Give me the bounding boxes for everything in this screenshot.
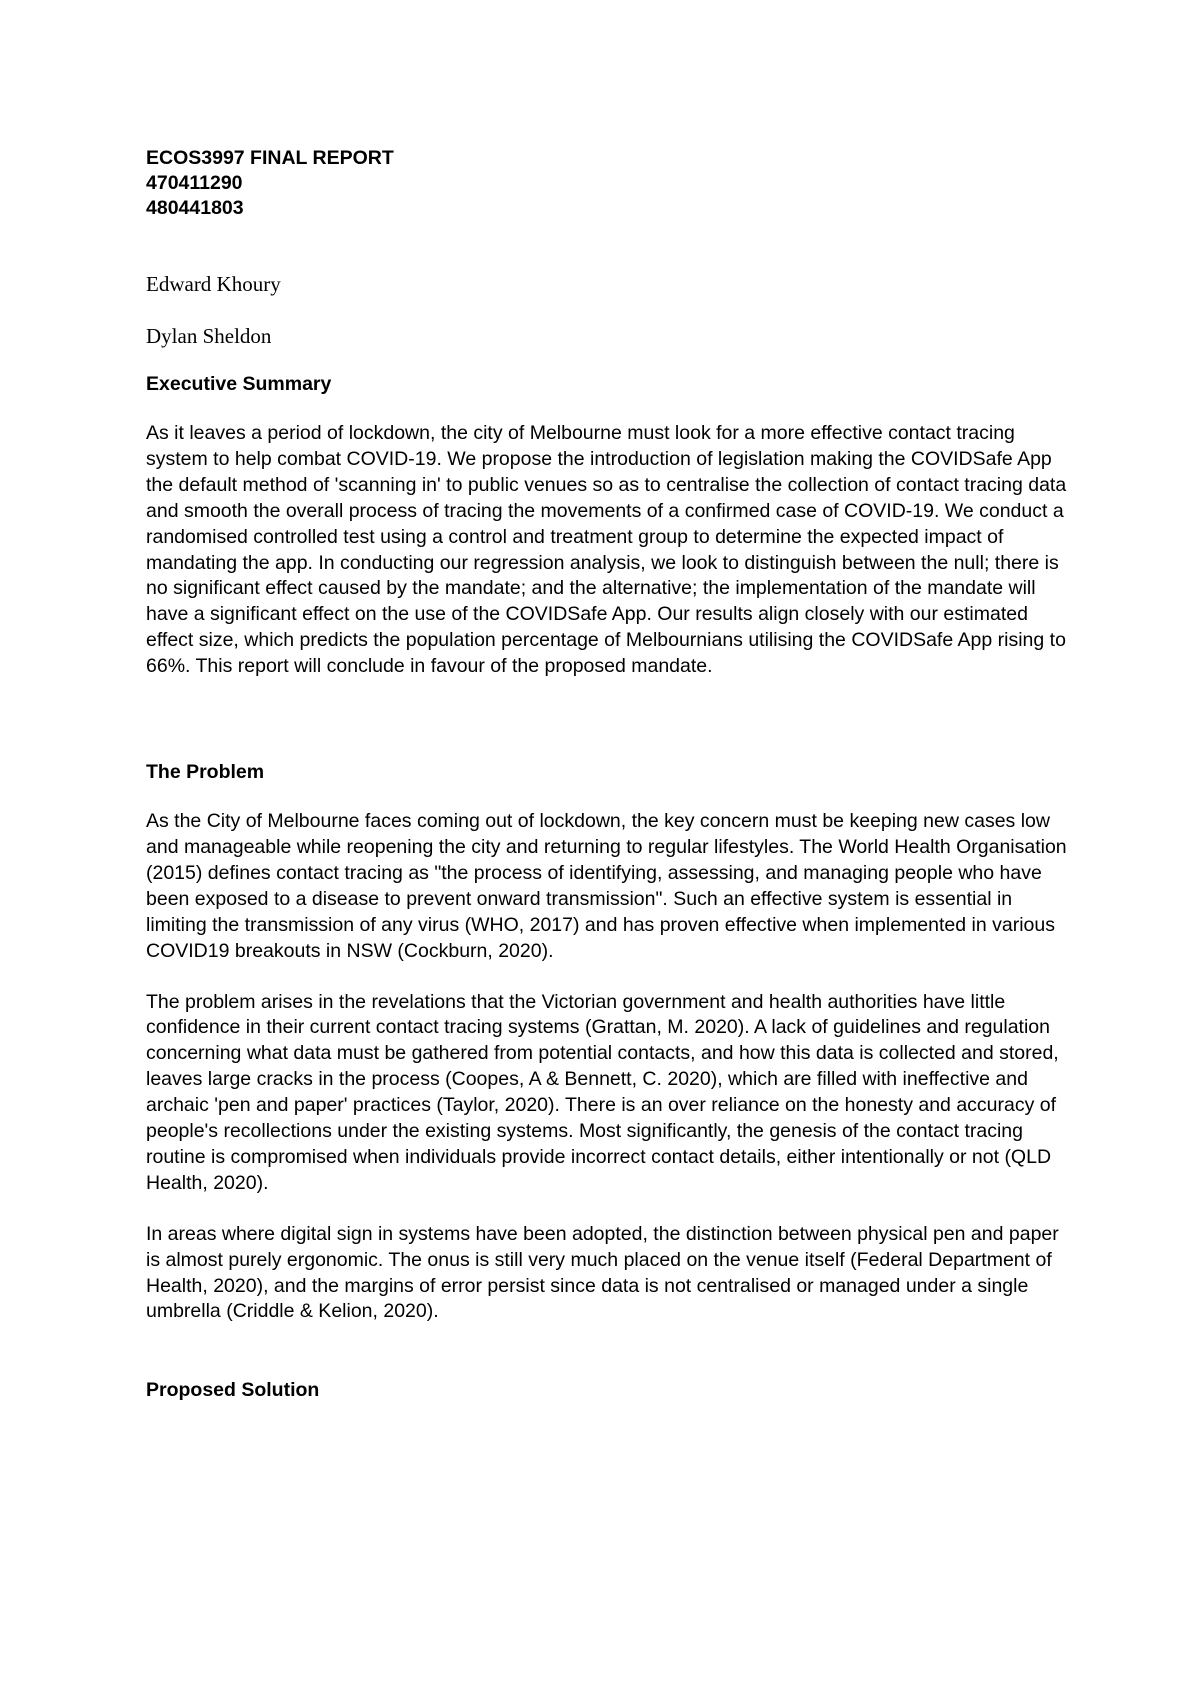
problem-heading: The Problem [146,761,265,784]
author-name-1: Edward Khoury [146,272,281,296]
executive-summary-paragraph: As it leaves a period of lockdown, the city of Melbourne must look for a more effective contact tracing system to help combat COVID-19. We propose the introduction of legislation making the COVIDSafe App the default method of 'scanning in' to public venues so as to centralise the collection of contact tracing data and smooth the overall process of tracing the movements of a confirmed case of COVID-19. We conduct a randomised controlled test using a control and treatment group to determine the expected impact of mandating the app. In conducting our regression analysis, we look to distinguish between the null; there is no significant effect caused by the mandate; and the alternative; the implementation of the mandate will have a significant effect on the use of the COVIDSafe App. Our results align closely with our estimated effect size, which predicts the population percentage of Melbournians utilising the COVIDSafe App rising to 66%. This report will conclude in favour of the proposed mandate. [146,422,1067,678]
document-body [146,146,1066,1403]
report-header [146,146,1066,221]
problem-paragraph-3: In areas where digital sign in systems have been adopted, the distinction between physical pen and paper is almost purely ergonomic. The onus is still very much placed on the venue itself (Federal Department of Health, 2020), and the margins of error persist since data is not centralised or managed under a single umbrella (Criddle & Kelion, 2020). [146,1222,1059,1323]
report-title: ECOS3997 FINAL REPORT [146,147,394,169]
problem-paragraph-2: The problem arises in the revelations that the Victorian government and health authorities have little confidence in their current contact tracing systems (Grattan, M. 2020). A lack of guidelines and regulation concerning what data must be gathered from potential contacts, and how this data is collected and stored, leaves large cracks in the process (Coopes, A & Bennett, C. 2020), which are filled with ineffective and archaic 'pen and paper' practices (Taylor, 2020). There is an over reliance on the honesty and accuracy of people's recollections under the existing systems. Most significantly, the genesis of the contact tracing routine is compromised when individuals provide incorrect contact details, either intentionally or not (QLD Health, 2020). [146,990,1059,1194]
student-id-2: 480441803 [146,197,244,219]
problem-paragraph-1: As the City of Melbourne faces coming out of lockdown, the key concern must be keeping new cases low and manageable while reopening the city and returning to regular lifestyles. The World Health Organisation (2015) defines contact tracing as "the process of identifying, assessing, and managing people who have been exposed to a disease to prevent onward transmission". Such an effective system is essential in limiting the transmission of any virus (WHO, 2017) and has proven effective when implemented in various COVID19 breakouts in NSW (Cockburn, 2020). [146,810,1067,962]
student-id-1: 470411290 [146,172,243,194]
proposed-solution-heading: Proposed Solution [146,1379,320,1402]
author-name-2: Dylan Sheldon [146,324,272,348]
executive-summary-heading: Executive Summary [146,373,332,395]
